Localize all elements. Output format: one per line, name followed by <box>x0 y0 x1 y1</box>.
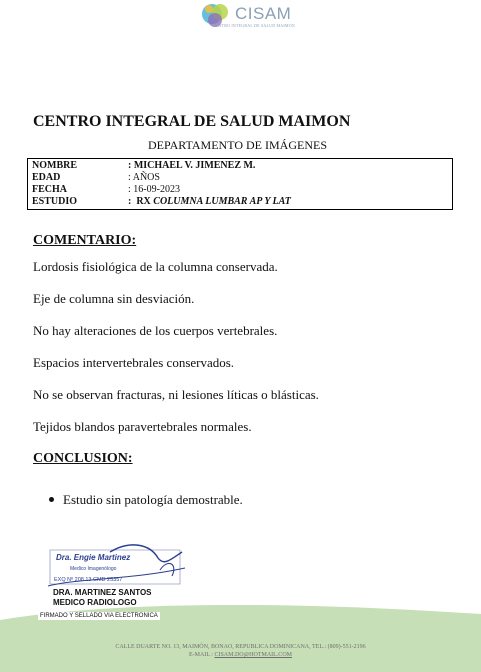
logo-subtitle: CENTRO INTEGRAL DE SALUD MAIMON <box>213 23 295 28</box>
stamp-name: Dra. Engie Martinez <box>56 553 131 562</box>
comment-heading: COMENTARIO: <box>33 233 137 248</box>
comment-line: Tejidos blandos paravertebrales normales. <box>33 419 252 434</box>
study-label: ESTUDIO <box>32 196 78 207</box>
study-prefix: : RX <box>128 196 154 207</box>
page-title: CENTRO INTEGRAL DE SALUD MAIMON <box>33 113 351 130</box>
signer-role: MEDICO RADIOLOGO <box>53 598 137 607</box>
comment-line: Eje de columna sin desviación. <box>33 291 195 306</box>
email-link[interactable]: CISAM.DO@HOTMAIL.COM <box>214 652 292 658</box>
age-value: : AÑOS <box>128 172 160 183</box>
department: DEPARTAMENTO DE IMÁGENES <box>148 138 327 152</box>
name-label: NOMBRE <box>32 160 77 171</box>
logo-name: CISAM <box>235 4 292 23</box>
footer-address: CALLE DUARTE NO. 13, MAIMÓN, BONAO, REPUBLICA DOMINICANA, TEL.: (809)-551-2196 <box>115 644 366 650</box>
email-label: E-MAIL : <box>189 652 215 658</box>
age-label: EDAD <box>32 172 61 183</box>
stamp-role: Medico Imagenólogo <box>70 566 117 572</box>
footer-email-line <box>0 652 481 658</box>
signature-stamp-icon <box>40 540 190 620</box>
bullet-icon <box>49 497 54 502</box>
patient-info-box <box>27 158 453 210</box>
signer-name: DRA. MARTINEZ SANTOS <box>53 588 152 597</box>
stamp-exequatur: EXQ Nº 208 13 CMD 25357 <box>54 577 123 583</box>
study-value-wrap <box>128 196 291 207</box>
comment-line: Espacios intervertebrales conservados. <box>33 355 235 370</box>
date-value: : 16-09-2023 <box>128 184 180 195</box>
date-label: FECHA <box>32 184 67 195</box>
conclusion-heading: CONCLUSION: <box>33 451 133 466</box>
name-value: : MICHAEL V. JIMENEZ M. <box>128 160 256 171</box>
conclusion-item: Estudio sin patología demostrable. <box>63 492 243 507</box>
comment-line: No se observan fracturas, ni lesiones líticas o blásticas. <box>33 387 319 402</box>
study-value: COLUMNA LUMBAR AP Y LAT <box>153 196 291 207</box>
comment-line: No hay alteraciones de los cuerpos vertebrales. <box>33 323 278 338</box>
comment-line: Lordosis fisiológica de la columna conservada. <box>33 259 278 274</box>
signed-note: FIRMADO Y SELLADO VIA ELECTRONICA <box>40 613 158 619</box>
